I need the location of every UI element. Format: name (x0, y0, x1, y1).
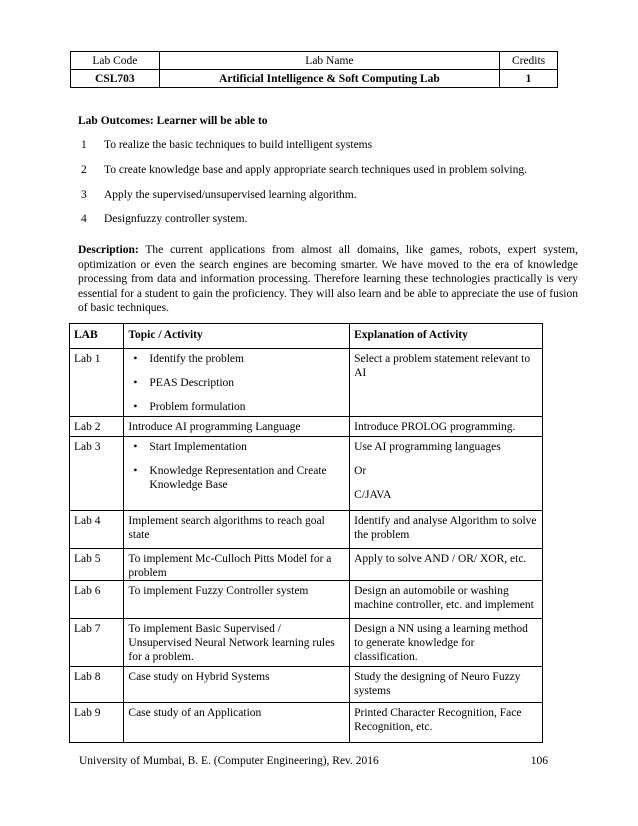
page-number: 106 (530, 755, 548, 767)
table-row (70, 437, 543, 511)
col-header-explanation: Explanation of Activity (350, 324, 543, 349)
course-header-table (70, 51, 558, 88)
footer-text: University of Mumbai, B. E. (Computer Engineering), Rev. 2016 (79, 755, 379, 767)
outcome-item (81, 139, 372, 151)
description-text: The current applications from almost all domains, like games, robots, expert system, optimization or even the search engines are becoming smarter. We have moved to the era of knowledge processing from data and information processing. Therefore learning these technologies practically is very essential for a student to gain the proficiency. They will also learn and be able to appreciate the use of fusion of basic techniques. (78, 244, 579, 315)
lab-name-value: Artificial Intelligence & Soft Computing Lab (159, 70, 499, 88)
explanation-cell: Identify and analyse Algorithm to solve the problem (350, 511, 543, 549)
lab-cell: Lab 6 (70, 581, 124, 619)
table-header-row (70, 324, 543, 349)
page-footer (79, 755, 548, 767)
outcome-text: Designfuzzy controller system. (104, 213, 248, 225)
course-row (71, 70, 558, 88)
explanation-cell: Design an automobile or washing machine controller, etc. and implement (350, 581, 543, 619)
explanation-line: C/JAVA (354, 489, 392, 501)
outcome-number: 2 (81, 164, 87, 176)
lab-cell: Lab 5 (70, 549, 124, 581)
lab-cell: Lab 3 (70, 437, 124, 511)
lab-cell: Lab 1 (70, 349, 124, 417)
table-row (70, 349, 543, 417)
explanation-line: Or (354, 465, 367, 477)
outcomes-title: Lab Outcomes: Learner will be able to (78, 115, 268, 127)
lab-cell: Lab 8 (70, 667, 124, 703)
lab-name-header: Lab Name (159, 52, 499, 70)
table-row (70, 581, 543, 619)
topic-cell: Case study on Hybrid Systems (124, 667, 350, 703)
explanation-cell: Study the designing of Neuro Fuzzy systems (350, 667, 543, 703)
outcome-item (81, 213, 247, 225)
description-paragraph (78, 243, 578, 316)
lab-activity-table (69, 323, 543, 743)
explanation-cell (350, 437, 543, 511)
credits-header: Credits (500, 52, 558, 70)
topic-cell (124, 437, 350, 511)
table-row (70, 511, 543, 549)
explanation-cell: Design a NN using a learning method to generate knowledge for classification. (350, 619, 543, 667)
outcome-item (81, 164, 527, 176)
topic-bullet: • PEAS Description (128, 376, 345, 390)
topic-cell (124, 349, 350, 417)
outcome-text: To create knowledge base and apply appropriate search techniques used in problem solving. (104, 164, 527, 176)
topic-cell: To implement Fuzzy Controller system (124, 581, 350, 619)
topic-cell: Case study of an Application (124, 703, 350, 743)
topic-cell: To implement Mc-Culloch Pitts Model for a problem (124, 549, 350, 581)
explanation-cell: Apply to solve AND / OR/ XOR, etc. (350, 549, 543, 581)
col-header-lab: LAB (70, 324, 124, 349)
outcome-text: To realize the basic techniques to build intelligent systems (104, 139, 373, 151)
lab-cell: Lab 9 (70, 703, 124, 743)
lab-code-value: CSL703 (71, 70, 160, 88)
outcome-text: Apply the supervised/unsupervised learning algorithm. (104, 189, 357, 201)
header-row (71, 52, 558, 70)
topic-bullet: • Identify the problem (128, 352, 345, 366)
table-row (70, 417, 543, 437)
lab-cell: Lab 7 (70, 619, 124, 667)
table-row (70, 667, 543, 703)
col-header-topic: Topic / Activity (124, 324, 350, 349)
description-label: Description: (78, 244, 139, 256)
table-row (70, 703, 543, 743)
table-row (70, 619, 543, 667)
lab-cell: Lab 4 (70, 511, 124, 549)
lab-code-header: Lab Code (71, 52, 160, 70)
outcome-item (81, 189, 357, 201)
topic-cell: Implement search algorithms to reach goal state (124, 511, 350, 549)
explanation-cell: Select a problem statement relevant to AI (350, 349, 543, 417)
topic-bullet: • Problem formulation (128, 400, 345, 414)
table-row (70, 549, 543, 581)
outcome-number: 1 (81, 139, 87, 151)
explanation-cell: Printed Character Recognition, Face Recognition, etc. (350, 703, 543, 743)
lab-cell: Lab 2 (70, 417, 124, 437)
topic-bullet: • Start Implementation (128, 440, 345, 454)
topic-cell: Introduce AI programming Language (124, 417, 350, 437)
topic-cell: To implement Basic Supervised / Unsupervised Neural Network learning rules for a problem. (124, 619, 350, 667)
credits-value: 1 (500, 70, 558, 88)
outcome-number: 3 (81, 189, 87, 201)
topic-bullet: • Knowledge Representation and Create Knowledge Base (128, 464, 345, 492)
explanation-cell: Introduce PROLOG programming. (350, 417, 543, 437)
explanation-line: Use AI programming languages (354, 441, 501, 453)
outcome-number: 4 (81, 213, 87, 225)
